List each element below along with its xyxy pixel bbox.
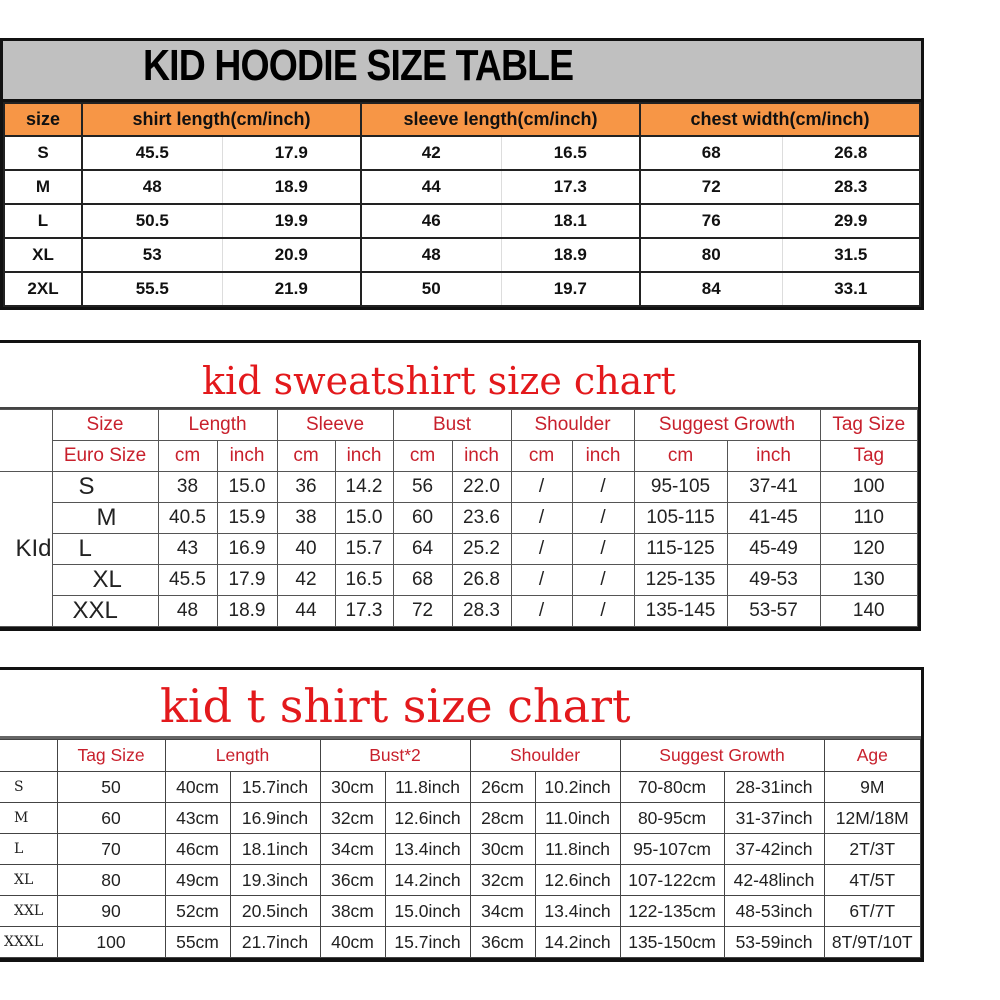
size-label: XXL <box>52 596 158 627</box>
size-label: S <box>52 472 158 503</box>
table-cell: 17.9 <box>217 565 277 596</box>
table-cell: 20.9 <box>222 238 361 272</box>
column-header: Tag Size <box>57 740 165 772</box>
column-subheader: cm <box>277 441 335 472</box>
blank-cell <box>0 410 52 441</box>
blank-cell <box>0 441 52 472</box>
size-label: M <box>52 503 158 534</box>
table-cell: 48 <box>361 238 501 272</box>
table-cell: 18.9 <box>222 170 361 204</box>
table-cell: 18.1inch <box>230 834 320 865</box>
table-cell: 18.9 <box>217 596 277 627</box>
table-cell: / <box>572 596 634 627</box>
table-row <box>0 596 918 627</box>
size-label: XXXL <box>0 927 57 958</box>
table-cell: 15.7inch <box>385 927 470 958</box>
table-cell: 40cm <box>320 927 385 958</box>
column-header: Sleeve <box>277 410 393 441</box>
table-cell: 11.8inch <box>385 772 470 803</box>
column-header: sleeve length(cm/inch) <box>361 103 640 136</box>
table-row <box>4 170 920 204</box>
table-cell: 15.7inch <box>230 772 320 803</box>
column-header: Suggest Growth <box>634 410 820 441</box>
table-cell: 105-115 <box>634 503 727 534</box>
table-cell: 15.0 <box>217 472 277 503</box>
table-cell: 11.0inch <box>535 803 620 834</box>
table-row <box>4 238 920 272</box>
size-label: S <box>4 136 82 170</box>
table-cell: 110 <box>820 503 917 534</box>
table-cell: 14.2inch <box>535 927 620 958</box>
table-cell: 90 <box>57 896 165 927</box>
table-cell: 2T/3T <box>824 834 920 865</box>
table-cell: 125-135 <box>634 565 727 596</box>
table-cell: 46cm <box>165 834 230 865</box>
table-cell: 55.5 <box>82 272 222 306</box>
table-cell: 45.5 <box>82 136 222 170</box>
table-cell: 45-49 <box>727 534 820 565</box>
table-cell: 15.0inch <box>385 896 470 927</box>
table-cell: 43 <box>158 534 217 565</box>
size-label: XL <box>4 238 82 272</box>
column-header: Age <box>824 740 920 772</box>
column-subheader: inch <box>572 441 634 472</box>
table-cell: 19.7 <box>501 272 640 306</box>
table-cell: / <box>511 565 572 596</box>
table-cell: 19.9 <box>222 204 361 238</box>
table-row <box>0 803 921 834</box>
table-cell: 40 <box>277 534 335 565</box>
table-cell: 60 <box>393 503 452 534</box>
size-label: L <box>52 534 158 565</box>
column-header: Length <box>165 740 320 772</box>
table-row <box>0 472 918 503</box>
table-cell: 55cm <box>165 927 230 958</box>
table-cell: 16.5 <box>335 565 393 596</box>
column-header <box>0 740 57 772</box>
table-cell: / <box>511 472 572 503</box>
table-cell: 80 <box>57 865 165 896</box>
table-cell: 15.7 <box>335 534 393 565</box>
table-row <box>4 136 920 170</box>
table-cell: 22.0 <box>452 472 511 503</box>
table-cell: / <box>572 503 634 534</box>
table-cell: 20.5inch <box>230 896 320 927</box>
header-row <box>4 103 920 136</box>
table-cell: 37-41 <box>727 472 820 503</box>
column-subheader: inch <box>335 441 393 472</box>
size-label: M <box>4 170 82 204</box>
header-row <box>0 410 918 441</box>
table-cell: 84 <box>640 272 782 306</box>
table-cell: 31-37inch <box>724 803 824 834</box>
table-cell: 38 <box>277 503 335 534</box>
table-cell: 15.9 <box>217 503 277 534</box>
table-cell: / <box>511 596 572 627</box>
table-cell: 44 <box>361 170 501 204</box>
header-row <box>0 740 921 772</box>
table-cell: 68 <box>640 136 782 170</box>
column-subheader: inch <box>727 441 820 472</box>
table-cell: 72 <box>640 170 782 204</box>
table-cell: 45.5 <box>158 565 217 596</box>
table-cell: 38cm <box>320 896 385 927</box>
table-row <box>0 534 918 565</box>
table-cell: 32cm <box>320 803 385 834</box>
table-cell: 34cm <box>470 896 535 927</box>
table-cell: 135-145 <box>634 596 727 627</box>
size-label: XXL <box>0 896 57 927</box>
size-label: XL <box>0 865 57 896</box>
column-header: Length <box>158 410 277 441</box>
table-cell: 13.4inch <box>535 896 620 927</box>
table-cell: 18.1 <box>501 204 640 238</box>
table-cell: 34cm <box>320 834 385 865</box>
table-cell: 100 <box>57 927 165 958</box>
table-row <box>0 565 918 596</box>
table-cell: 100 <box>820 472 917 503</box>
group-label: KId <box>0 472 52 627</box>
table-cell: 107-122cm <box>620 865 724 896</box>
table-cell: 26.8 <box>452 565 511 596</box>
column-header: Size <box>52 410 158 441</box>
table-cell: 28.3 <box>782 170 920 204</box>
table-cell: 36cm <box>320 865 385 896</box>
table-cell: 15.0 <box>335 503 393 534</box>
table-cell: / <box>572 534 634 565</box>
table-cell: 50 <box>361 272 501 306</box>
table-row <box>0 772 921 803</box>
table-cell: 52cm <box>165 896 230 927</box>
column-header: size <box>4 103 82 136</box>
size-label: S <box>0 772 57 803</box>
column-header: Suggest Growth <box>620 740 824 772</box>
table-cell: 40cm <box>165 772 230 803</box>
column-subheader: Euro Size <box>52 441 158 472</box>
table-cell: 135-150cm <box>620 927 724 958</box>
column-header: Shoulder <box>470 740 620 772</box>
table-cell: 33.1 <box>782 272 920 306</box>
table-row <box>0 927 921 958</box>
table-cell: 14.2inch <box>385 865 470 896</box>
table-cell: 28.3 <box>452 596 511 627</box>
table-row <box>4 272 920 306</box>
column-subheader: cm <box>393 441 452 472</box>
table-cell: 17.3 <box>335 596 393 627</box>
table-cell: 64 <box>393 534 452 565</box>
subheader-row <box>0 441 918 472</box>
table-cell: 32cm <box>470 865 535 896</box>
table-cell: 70-80cm <box>620 772 724 803</box>
table-cell: 120 <box>820 534 917 565</box>
table-cell: 122-135cm <box>620 896 724 927</box>
table-row <box>0 503 918 534</box>
table-cell: 42-48linch <box>724 865 824 896</box>
table-cell: 36 <box>277 472 335 503</box>
table-cell: 21.7inch <box>230 927 320 958</box>
table-cell: 72 <box>393 596 452 627</box>
size-label: M <box>0 803 57 834</box>
table-cell: 50.5 <box>82 204 222 238</box>
table-cell: 70 <box>57 834 165 865</box>
table-cell: 11.8inch <box>535 834 620 865</box>
table-cell: 48 <box>82 170 222 204</box>
table-cell: 13.4inch <box>385 834 470 865</box>
column-header: shirt length(cm/inch) <box>82 103 361 136</box>
table-cell: 130 <box>820 565 917 596</box>
table-cell: 23.6 <box>452 503 511 534</box>
table-cell: 49cm <box>165 865 230 896</box>
table-cell: 60 <box>57 803 165 834</box>
table-cell: 37-42inch <box>724 834 824 865</box>
table-cell: 44 <box>277 596 335 627</box>
size-label: L <box>4 204 82 238</box>
table-cell: 31.5 <box>782 238 920 272</box>
table-row <box>4 204 920 238</box>
table-cell: 6T/7T <box>824 896 920 927</box>
column-header: Bust <box>393 410 511 441</box>
table-cell: 43cm <box>165 803 230 834</box>
column-subheader: cm <box>634 441 727 472</box>
table-cell: 80-95cm <box>620 803 724 834</box>
table-cell: 50 <box>57 772 165 803</box>
table-cell: 12M/18M <box>824 803 920 834</box>
column-header: Bust*2 <box>320 740 470 772</box>
table-cell: 28-31inch <box>724 772 824 803</box>
table-cell: 12.6inch <box>385 803 470 834</box>
table-cell: 26cm <box>470 772 535 803</box>
table-cell: 48 <box>158 596 217 627</box>
table-cell: 16.5 <box>501 136 640 170</box>
size-label: 2XL <box>4 272 82 306</box>
column-subheader: cm <box>511 441 572 472</box>
table-cell: / <box>511 534 572 565</box>
table-cell: 95-105 <box>634 472 727 503</box>
table-row <box>0 834 921 865</box>
table-cell: 12.6inch <box>535 865 620 896</box>
table-cell: 17.9 <box>222 136 361 170</box>
column-header: chest width(cm/inch) <box>640 103 920 136</box>
table-cell: 42 <box>361 136 501 170</box>
table-cell: 53 <box>82 238 222 272</box>
table-cell: 18.9 <box>501 238 640 272</box>
table-cell: 95-107cm <box>620 834 724 865</box>
table-cell: / <box>511 503 572 534</box>
column-subheader: inch <box>217 441 277 472</box>
table-cell: 14.2 <box>335 472 393 503</box>
table-cell: 30cm <box>320 772 385 803</box>
size-label: XL <box>52 565 158 596</box>
table-cell: 8T/9T/10T <box>824 927 920 958</box>
sweatshirt-size-chart <box>0 340 921 631</box>
table-cell: 30cm <box>470 834 535 865</box>
table-cell: 40.5 <box>158 503 217 534</box>
table-cell: 26.8 <box>782 136 920 170</box>
table-cell: 16.9inch <box>230 803 320 834</box>
table-cell: 16.9 <box>217 534 277 565</box>
column-header: Shoulder <box>511 410 634 441</box>
table-cell: 19.3inch <box>230 865 320 896</box>
table-cell: 29.9 <box>782 204 920 238</box>
column-header: Tag Size <box>820 410 917 441</box>
hoodie-size-table <box>0 38 924 310</box>
table-cell: 53-59inch <box>724 927 824 958</box>
table-cell: 46 <box>361 204 501 238</box>
table-cell: 4T/5T <box>824 865 920 896</box>
table-cell: 42 <box>277 565 335 596</box>
table-cell: 115-125 <box>634 534 727 565</box>
sweatshirt-chart-title: kid sweatshirt size chart <box>0 343 918 409</box>
table-cell: 28cm <box>470 803 535 834</box>
column-subheader: Tag <box>820 441 917 472</box>
table-cell: 140 <box>820 596 917 627</box>
table-cell: / <box>572 472 634 503</box>
table-cell: 76 <box>640 204 782 238</box>
table-cell: 68 <box>393 565 452 596</box>
table-cell: 56 <box>393 472 452 503</box>
hoodie-table-title: KID HOODIE SIZE TABLE <box>3 41 921 102</box>
table-cell: 21.9 <box>222 272 361 306</box>
table-cell: 41-45 <box>727 503 820 534</box>
tshirt-size-chart <box>0 667 924 962</box>
table-cell: 49-53 <box>727 565 820 596</box>
table-row <box>0 896 921 927</box>
size-label: L <box>0 834 57 865</box>
table-cell: 48-53inch <box>724 896 824 927</box>
table-cell: 10.2inch <box>535 772 620 803</box>
column-subheader: cm <box>158 441 217 472</box>
tshirt-chart-title: kid t shirt size chart <box>0 670 921 739</box>
table-cell: 80 <box>640 238 782 272</box>
table-cell: 36cm <box>470 927 535 958</box>
table-cell: 38 <box>158 472 217 503</box>
table-cell: / <box>572 565 634 596</box>
table-row <box>0 865 921 896</box>
table-cell: 25.2 <box>452 534 511 565</box>
table-cell: 53-57 <box>727 596 820 627</box>
table-cell: 9M <box>824 772 920 803</box>
column-subheader: inch <box>452 441 511 472</box>
table-cell: 17.3 <box>501 170 640 204</box>
